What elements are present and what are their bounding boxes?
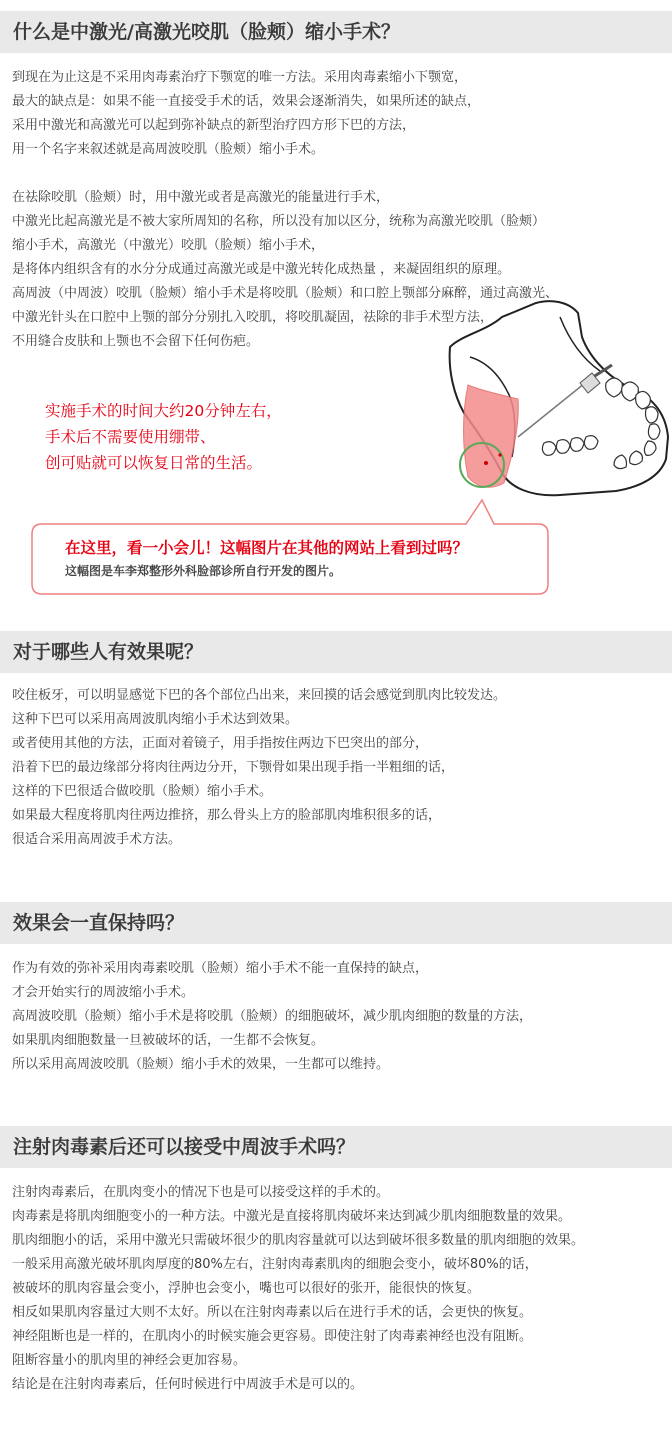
callout-sub-text: 这幅图是车李郑整形外科脸部诊所自行开发的图片。 bbox=[65, 564, 342, 578]
intro-paragraph-2: 在祛除咬肌（脸颊）时，用中激光或者是高激光的能量进行手术， 中激光比起高激光是不被大家所周知的名称，所以没有加以区分，统称为高激光咬肌（脸颊） 缩小手术，高激光（中激光）咬肌（脸颊）缩小手术， 是将体内组织含有的水分分成通过高激光或是中激光转化成热量 ，来凝固组织的原理。 高周波（中周波）咬肌（脸颊）缩小手术是将咬肌（脸颊）和口腔上颚部分麻醉，通过高激光、 中激光针头在口腔中上颚的部分分别扎入咬肌，将咬肌凝固，祛除的非手术型方法， 不用缝合皮肤和上颚也不会留下任何伤疤。 bbox=[12, 190, 559, 349]
surgery-notes: 实施手术的时间大约20分钟左右， 手术后不需要使用绷带、 创可贴就可以恢复日常的生活。 bbox=[45, 402, 282, 472]
section-title: 什么是中激光/高激光咬肌（脸颊）缩小手术？ bbox=[13, 21, 400, 43]
callout-text bbox=[65, 537, 468, 581]
intro-paragraph-1: 到现在为止这是不采用肉毒素治疗下颚宽的唯一方法。采用肉毒素缩小下颚宽， 最大的缺点是：如果不能一直接受手术的话，效果会逐渐消失，如果所述的缺点， 采用中激光和高激光可以起到弥补缺点的新型治疗四方形下巴的方法， 用一个名字来叙述就是高周波咬肌（脸颊）缩小手术。 bbox=[12, 70, 481, 157]
section-header-2 bbox=[0, 631, 672, 673]
section-title: 效果会一直保持吗？ bbox=[13, 912, 185, 934]
section-header-1 bbox=[0, 11, 672, 53]
jaw-illustration bbox=[440, 287, 672, 509]
section-4-body: 注射肉毒素后，在肌肉变小的情况下也是可以接受这样的手术的。 肉毒素是将肌肉细胞变小的一种方法。中激光是直接将肌肉破坏来达到减少肌肉细胞数量的效果。 肌肉细胞小的话，采用中激光只需破坏很少的肌肉容量就可以达到破坏很多数量的肌肉细胞的效果。 一般采用高激光破坏肌肉厚度的80%左右，注射肉毒素肌肉的细胞会变小，破坏80%的话， 被破坏的肌肉容量会变小，浮肿也会变小，嘴也可以很好的张开，能很快的恢复。 相反如果肌肉容量过大则不太好。所以在注射肉毒素以后在进行手术的话，会更快的恢复。 神经阻断也是一样的，在肌肉小的时候实施会更容易。即使注射了肉毒素神经也没有阻断。 阻断容量小的肌肉里的神经会更加容易。 结论是在注射肉毒素后，任何时候进行中周波手术是可以的。 bbox=[12, 1185, 585, 1392]
section-3-body: 作为有效的弥补采用肉毒素咬肌（脸颊）缩小手术不能一直保持的缺点， 才会开始实行的周波缩小手术。 高周波咬肌（脸颊）缩小手术是将咬肌（脸颊）的细胞破坏，减少肌肉细胞的数量的方法， 如果肌肉细胞数量一旦被破坏的话，一生都不会恢复。 所以采用高周波咬肌（脸颊）缩小手术的效果，一生都可以维持。 bbox=[12, 961, 533, 1072]
section-2-body: 咬住板牙，可以明显感觉下巴的各个部位凸出来，来回摸的话会感觉到肌肉比较发达。 这种下巴可以采用高周波肌肉缩小手术达到效果。 或者使用其他的方法，正面对着镜子，用手指按住两边下巴突出的部分， 沿着下巴的最边缘部分将肉往两边分开，下颚骨如果出现手指一半粗细的话， 这样的下巴很适合做咬肌（脸颊）缩小手术。 如果最大程度将肌肉往两边推挤，那么骨头上方的脸部肌肉堆积很多的话， 很适合采用高周波手术方法。 bbox=[12, 688, 507, 847]
section-header-3 bbox=[0, 902, 672, 944]
section-title: 注射肉毒素后还可以接受中周波手术吗？ bbox=[13, 1136, 356, 1158]
section-header-4 bbox=[0, 1126, 672, 1168]
callout-main-text: 在这里，看一小会儿！这幅图片在其他的网站上看到过吗？ bbox=[65, 539, 469, 557]
section-title: 对于哪些人有效果呢？ bbox=[13, 641, 204, 663]
